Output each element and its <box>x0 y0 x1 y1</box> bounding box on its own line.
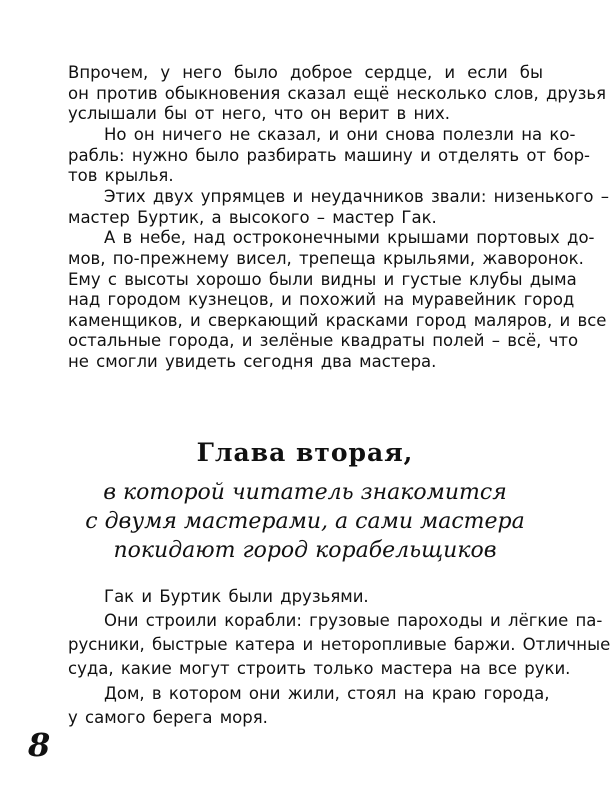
text-line: тов крылья. <box>68 166 174 186</box>
text-line: суда, какие могут строить только мастера на все руки. <box>68 659 571 678</box>
text-line: Этих двух упрямцев и неудачников звали: низенького – <box>104 186 609 206</box>
text-line: Ему с высоты хорошо были видны и густые клубы дыма <box>68 269 577 289</box>
page-number: 8 <box>28 726 51 764</box>
text-line: Гак и Буртик были друзьями. <box>104 587 369 606</box>
chapter-title: Глава вторая, <box>196 438 414 467</box>
text-line: он против обыкновения сказал ещё несколько слов, друзья <box>68 83 607 103</box>
text-line: мов, по-прежнему висел, трепеща крыльями, жаворонок. <box>68 248 584 268</box>
text-line: мастер Буртик, а высокого – мастер Гак. <box>68 207 437 227</box>
text-line: А в небе, над остроконечными крышами портовых до- <box>104 228 595 248</box>
chapter-subtitle-line: в которой читатель знакомится <box>103 480 507 505</box>
text-line: остальные города, и зелёные квадраты полей – всё, что <box>68 331 579 351</box>
chapter-subtitle-line: покидают город корабельщиков <box>113 538 497 563</box>
text-line: услышали бы от него, что он верит в них. <box>68 104 450 124</box>
text-line: не смогли увидеть сегодня два мастера. <box>68 352 437 372</box>
text-line: Дом, в котором они жили, стоял на краю города, <box>104 684 550 703</box>
text-line: каменщиков, и сверкающий красками город маляров, и все <box>68 310 607 330</box>
text-line: Они строили корабли: грузовые пароходы и лёгкие па- <box>104 611 603 630</box>
text-line: у самого берега моря. <box>68 708 268 727</box>
text-line: Впрочем, у него было доброе сердце, и если бы <box>68 63 543 82</box>
text-line: Но он ничего не сказал, и они снова полезли на ко- <box>104 124 576 144</box>
text-line: рабль: нужно было разбирать машину и отделять от бор- <box>68 145 591 165</box>
text-line: над городом кузнецов, и похожий на муравейник город <box>68 290 575 310</box>
chapter-subtitle-line: с двумя мастерами, а сами мастера <box>85 509 525 534</box>
text-line: русники, быстрые катера и неторопливые баржи. Отличные <box>68 635 610 654</box>
